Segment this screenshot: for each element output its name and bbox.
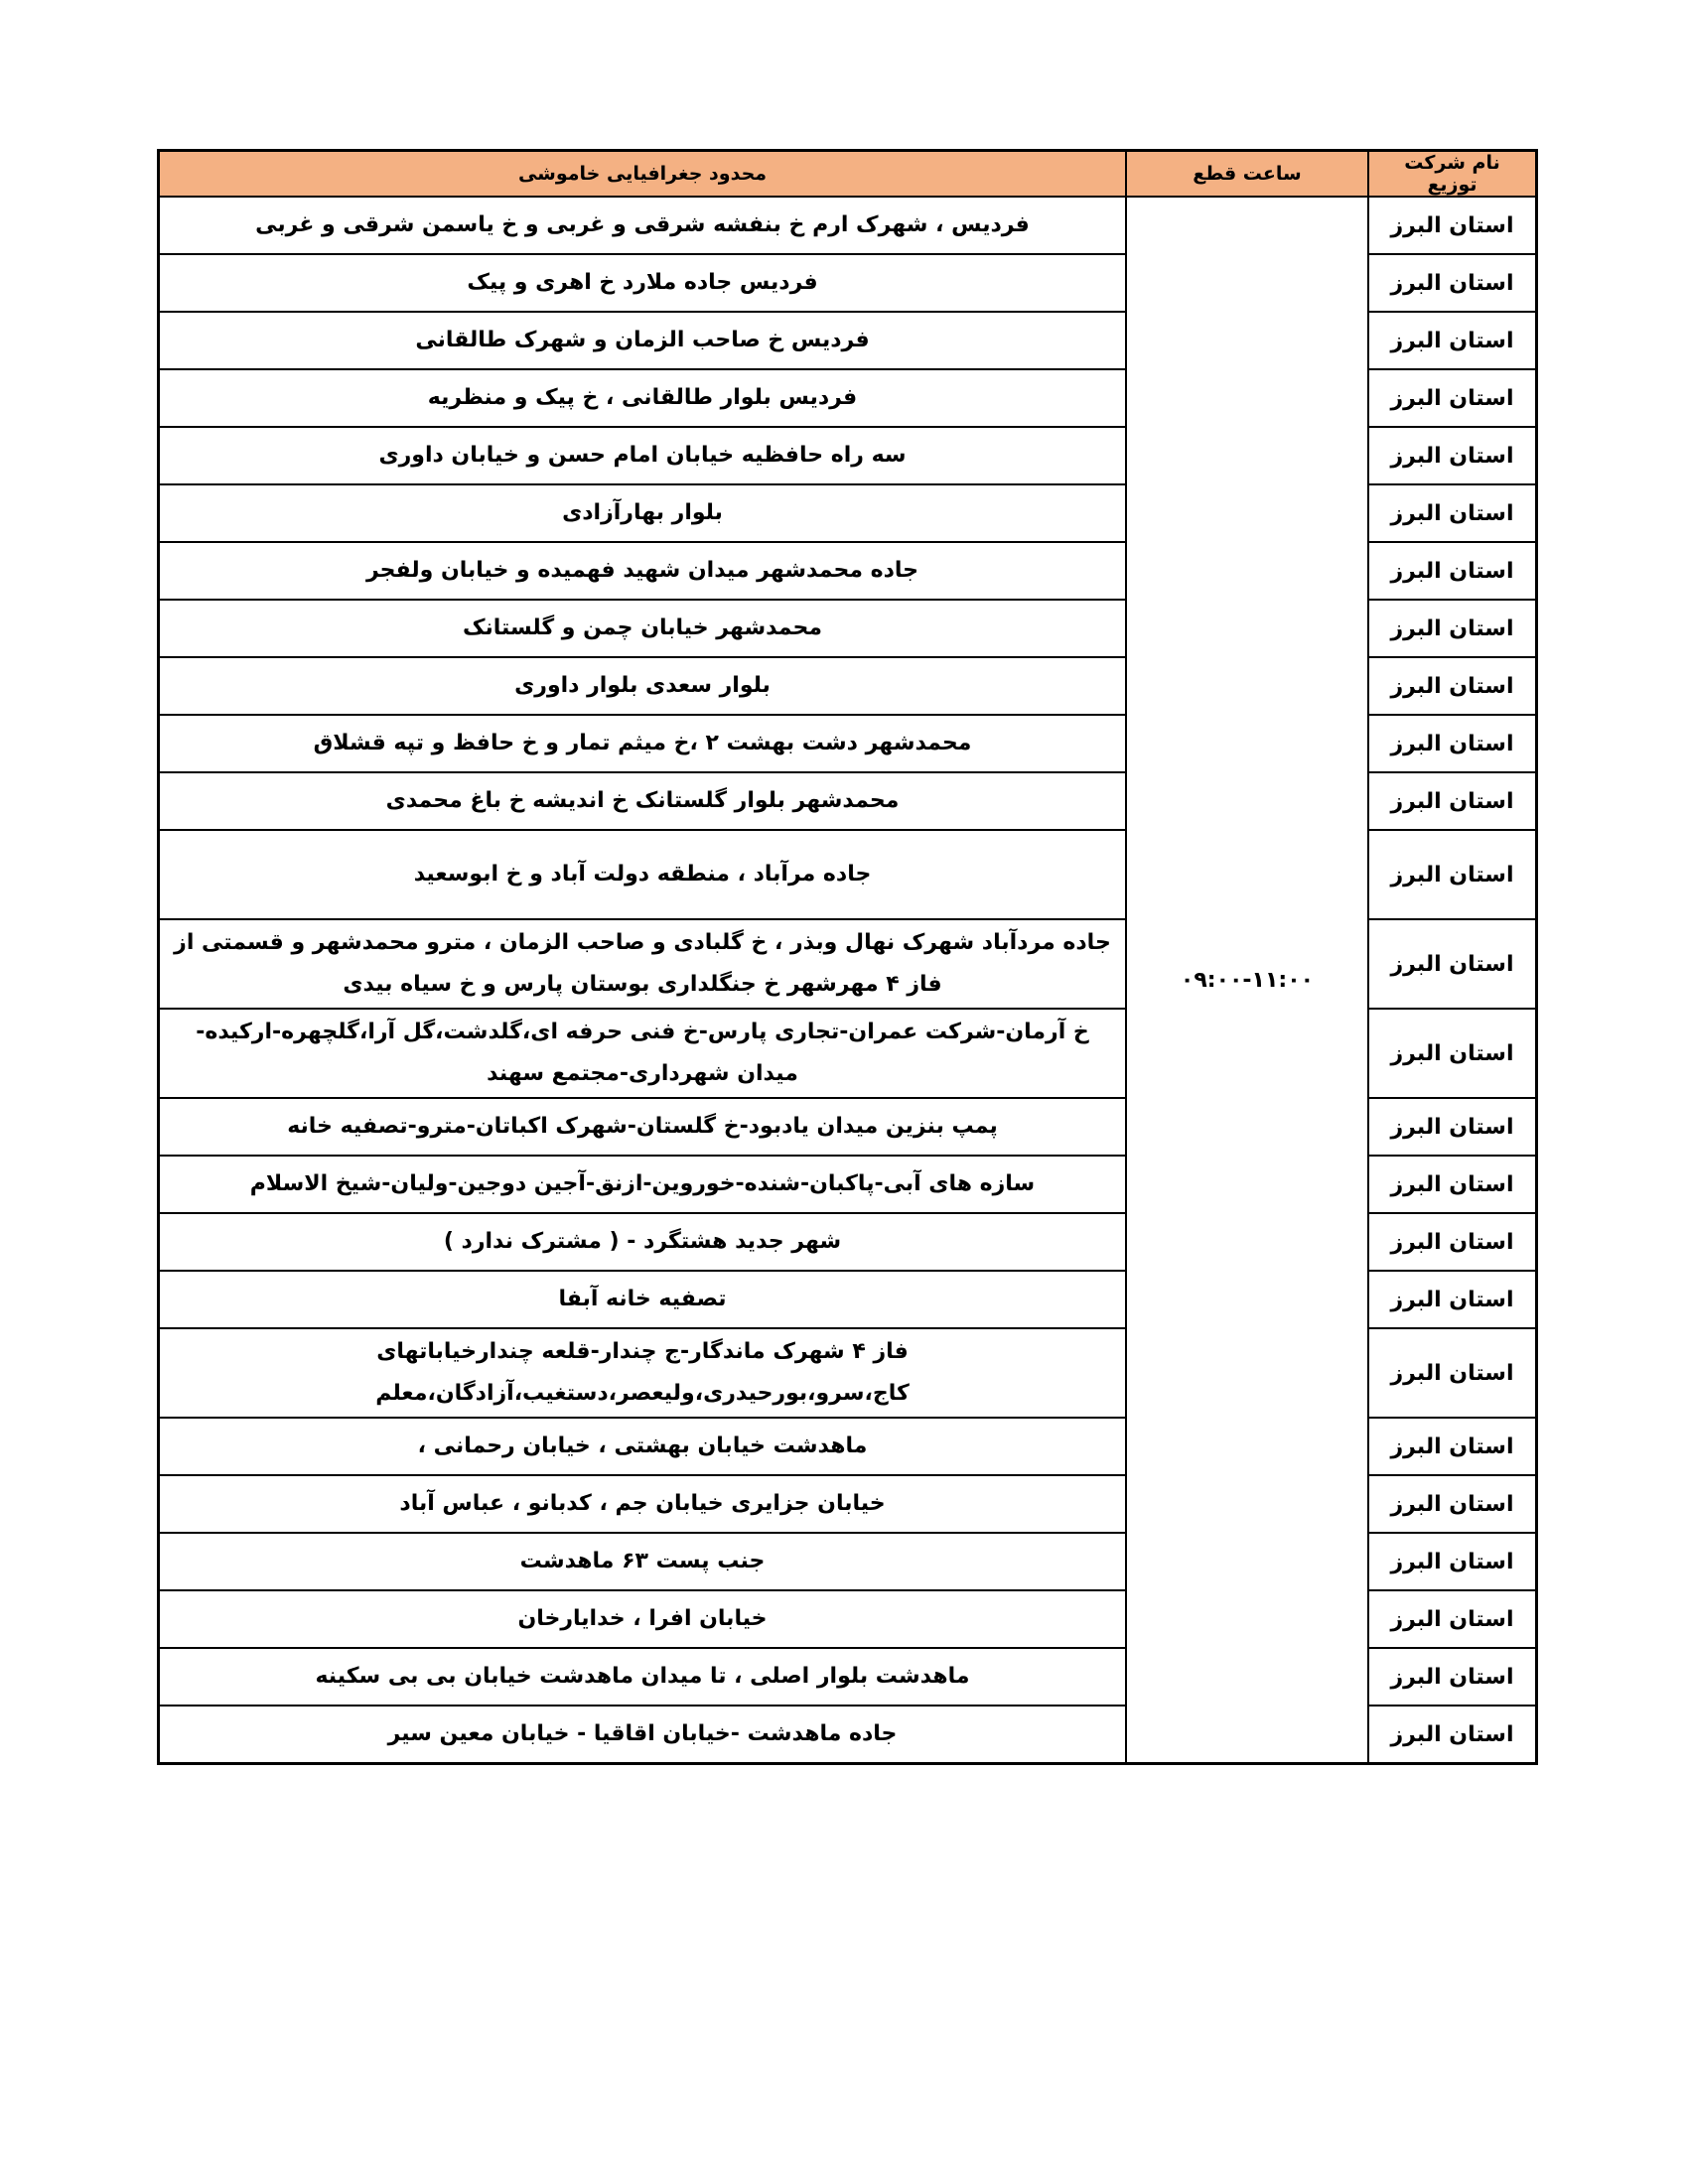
- company-cell: استان البرز: [1368, 715, 1537, 772]
- area-cell: ماهدشت بلوار اصلی ، تا میدان ماهدشت خیابان بی بی سکینه: [159, 1648, 1127, 1706]
- area-cell: فردیس جاده ملارد خ اهری و پیک: [159, 254, 1127, 312]
- company-cell: استان البرز: [1368, 312, 1537, 369]
- area-cell: جاده مردآباد شهرک نهال وبذر ، خ گلبادی و صاحب الزمان ، مترو محمدشهر و قسمتی از فاز ۴ مهرشهر خ جنگلداری بوستان پارس و خ سیاه بیدی: [159, 919, 1127, 1009]
- area-cell: فاز ۴ شهرک ماندگار-ج چندار-قلعه چندارخیاباتهای کاج،سرو،بورحیدری،ولیعصر،دستغیب،آزادگان،معلم: [159, 1328, 1127, 1418]
- company-cell: استان البرز: [1368, 1328, 1537, 1418]
- area-cell: شهر جدید هشتگرد - ( مشترک ندارد ): [159, 1213, 1127, 1271]
- area-cell: فردیس بلوار طالقانی ، خ پیک و منظریه: [159, 369, 1127, 427]
- area-cell: محمدشهر خیابان چمن و گلستانک: [159, 600, 1127, 657]
- header-company: نام شرکت توزیع: [1368, 151, 1537, 198]
- company-cell: استان البرز: [1368, 542, 1537, 600]
- area-cell: محمدشهر بلوار گلستانک خ اندیشه خ باغ محمدی: [159, 772, 1127, 830]
- area-cell: تصفیه خانه آبفا: [159, 1271, 1127, 1328]
- company-cell: استان البرز: [1368, 657, 1537, 715]
- company-cell: استان البرز: [1368, 919, 1537, 1009]
- area-cell: خیابان افرا ، خدایارخان: [159, 1590, 1127, 1648]
- header-row: [159, 151, 1537, 198]
- area-cell: محمدشهر دشت بهشت ۲ ،خ میثم تمار و خ حافظ و تپه قشلاق: [159, 715, 1127, 772]
- area-cell: فردیس ، شهرک ارم خ بنفشه شرقی و غربی و خ یاسمن شرقی و غربی: [159, 197, 1127, 254]
- header-time: ساعت قطع: [1126, 151, 1368, 198]
- area-cell: بلوار سعدی بلوار داوری: [159, 657, 1127, 715]
- company-cell: استان البرز: [1368, 830, 1537, 919]
- company-cell: استان البرز: [1368, 369, 1537, 427]
- area-cell: بلوار بهارآزادی: [159, 484, 1127, 542]
- area-cell: خیابان جزایری خیابان جم ، کدبانو ، عباس آباد: [159, 1475, 1127, 1533]
- area-cell: سازه های آبی-پاکبان-شنده-خوروین-ازنق-آجین دوجین-ولیان-شیخ الاسلام: [159, 1156, 1127, 1213]
- company-cell: استان البرز: [1368, 197, 1537, 254]
- company-cell: استان البرز: [1368, 254, 1537, 312]
- company-cell: استان البرز: [1368, 1271, 1537, 1328]
- table-row: [159, 197, 1537, 254]
- area-cell: پمپ بنزین میدان یادبود-خ گلستان-شهرک اکباتان-مترو-تصفیه خانه: [159, 1098, 1127, 1156]
- area-cell: جاده ماهدشت -خیابان اقاقیا - خیابان معین سیر: [159, 1706, 1127, 1764]
- company-cell: استان البرز: [1368, 1213, 1537, 1271]
- company-cell: استان البرز: [1368, 1418, 1537, 1475]
- company-cell: استان البرز: [1368, 1009, 1537, 1098]
- header-area: محدود جغرافیایی خاموشی: [159, 151, 1127, 198]
- company-cell: استان البرز: [1368, 1706, 1537, 1764]
- company-cell: استان البرز: [1368, 1098, 1537, 1156]
- company-cell: استان البرز: [1368, 484, 1537, 542]
- area-cell: فردیس خ صاحب الزمان و شهرک طالقانی: [159, 312, 1127, 369]
- company-cell: استان البرز: [1368, 1156, 1537, 1213]
- area-cell: جاده مرآباد ، منطقه دولت آباد و خ ابوسعید: [159, 830, 1127, 919]
- outage-time-cell: ۰۹:۰۰-۱۱:۰۰: [1126, 197, 1368, 1764]
- area-cell: جاده محمدشهر میدان شهید فهمیده و خیابان ولفجر: [159, 542, 1127, 600]
- company-cell: استان البرز: [1368, 1533, 1537, 1590]
- area-cell: ماهدشت خیابان بهشتی ، خیابان رحمانی ،: [159, 1418, 1127, 1475]
- area-cell: خ آرمان-شرکت عمران-تجاری پارس-خ فنی حرفه ای،گلدشت،گل آرا،گلچهره-ارکیده-میدان شهرداری-مجتمع سهند: [159, 1009, 1127, 1098]
- company-cell: استان البرز: [1368, 772, 1537, 830]
- area-cell: جنب پست ۶۳ ماهدشت: [159, 1533, 1127, 1590]
- area-cell: سه راه حافظیه خیابان امام حسن و خیابان داوری: [159, 427, 1127, 484]
- outage-table: [157, 149, 1538, 1765]
- company-cell: استان البرز: [1368, 427, 1537, 484]
- company-cell: استان البرز: [1368, 1590, 1537, 1648]
- company-cell: استان البرز: [1368, 1475, 1537, 1533]
- company-cell: استان البرز: [1368, 1648, 1537, 1706]
- company-cell: استان البرز: [1368, 600, 1537, 657]
